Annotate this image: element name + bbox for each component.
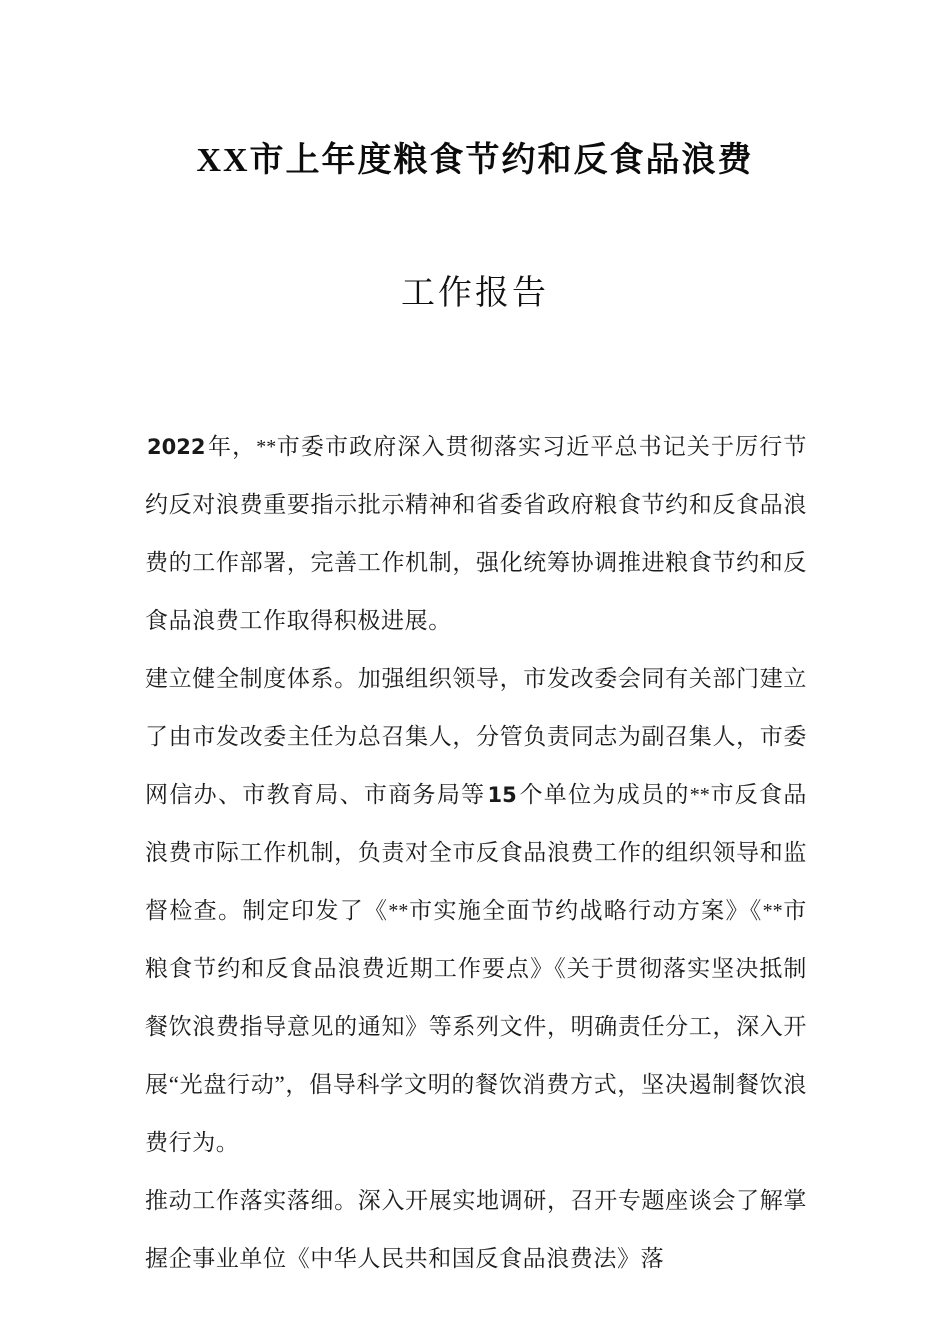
numeric-value: 15 (487, 783, 517, 807)
masked-name: ** (256, 436, 277, 458)
numeric-value: 2022 (147, 435, 206, 459)
document-title-block (0, 140, 950, 315)
masked-name: ** (388, 900, 409, 922)
document-body (145, 418, 807, 1288)
body-paragraph-1: 2022年，**市委市政府深入贯彻落实习近平总书记关于厉行节约反对浪费重要指示批示精神和省委省政府粮食节约和反食品浪费的工作部署，完善工作机制，强化统筹协调推进粮食节约和反食品浪费工作取得积极进展。 (145, 434, 807, 633)
masked-name: ** (762, 900, 783, 922)
page-title-line-1: XX市上年度粮食节约和反食品浪费 (196, 142, 754, 179)
page-title-line-2: 工作报告 (401, 274, 549, 312)
body-paragraph-3: 推动工作落实落细。深入开展实地调研，召开专题座谈会了解掌握企事业单位《中华人民共和国反食品浪费法》落 (145, 1188, 807, 1271)
body-paragraph-2: 建立健全制度体系。加强组织领导，市发改委会同有关部门建立了由市发改委主任为总召集人，分管负责同志为副召集人，市委网信办、市教育局、市商务局等15个单位为成员的**市反食品浪费市际工作机制，负责对全市反食品浪费工作的组织领导和监督检查。制定印发了《**市实施全面节约战略行动方案》《**市粮食节约和反食品浪费近期工作要点》《关于贯彻落实坚决抵制餐饮浪费指导意见的通知》等系列文件，明确责任分工，深入开展“光盘行动”，倡导科学文明的餐饮消费方式，坚决遏制餐饮浪费行为。 (145, 666, 808, 1155)
masked-name: ** (689, 784, 710, 806)
